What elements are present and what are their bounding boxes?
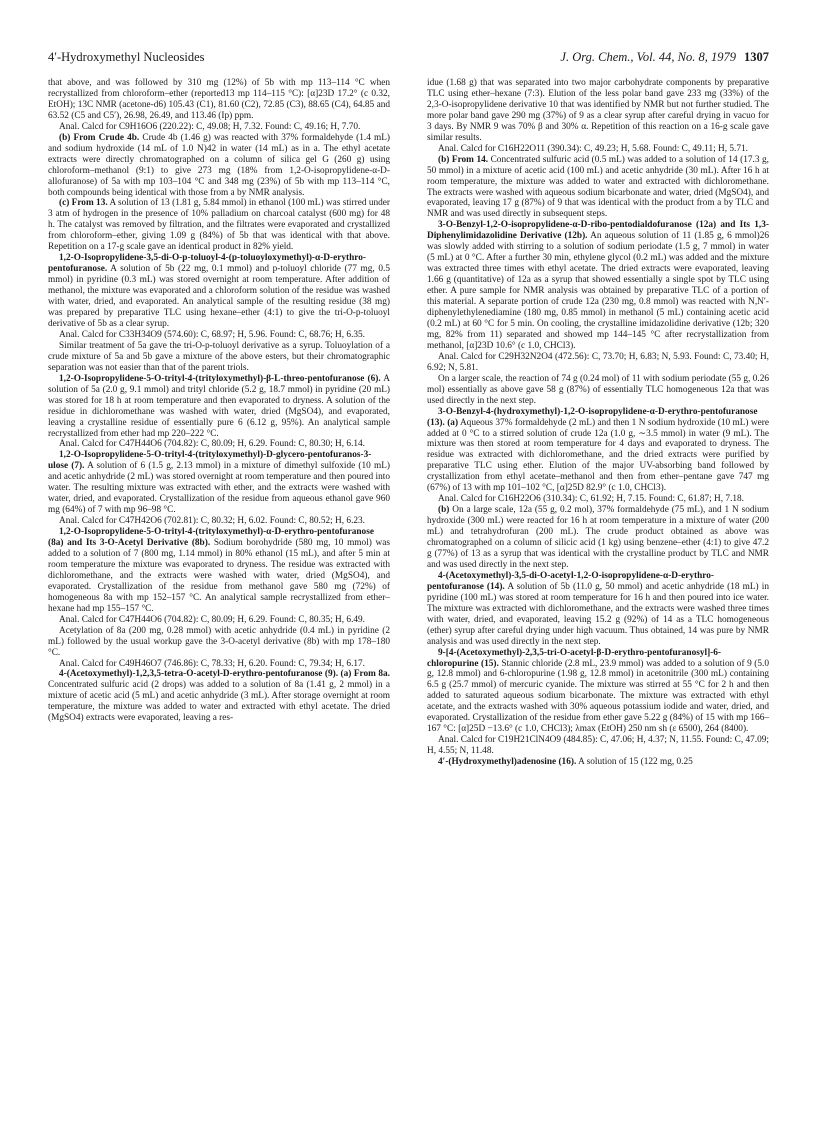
paragraph xyxy=(427,155,769,221)
paragraph-heading: (b) xyxy=(438,505,450,516)
paragraph xyxy=(48,122,390,133)
paragraph-text: Sodium borohydride (580 mg, 10 mmol) was added to a solution of 7 (800 mg, 1.14 mmol) in 80% ethanol (15 mL), and after 5 min at room temperature the mixture was evaporated to dryness. The residue was extracted with dichloromethane, and the extracts were washed with water, dried (MgSO4), and evaporated. Crystallization of the residue from methanol gave 580 mg (72%) of homogeneous 8a with mp 152–157 °C. An analytical sample recrystallized from ether–hexane had mp 155–157 °C. xyxy=(48,538,390,614)
page-number: 1307 xyxy=(744,50,769,64)
paragraph xyxy=(48,133,390,199)
paragraph xyxy=(427,144,769,155)
journal-name: J. Org. Chem., Vol. 44, No. 8, 1979 xyxy=(560,50,736,64)
paragraph-heading: 1,2-O-Isopropylidene-5-O-trityl-4-(trityloxymethyl)-β-L-threo-pentofuranose (6). xyxy=(59,373,381,384)
paragraph xyxy=(48,669,390,724)
paragraph-text: A solution of 5b (22 mg, 0.1 mmol) and p-toluoyl chloride (77 mg, 0.5 mmol) in pyridine (0.3 mL) was stored overnight at room temperature. After addition of methanol, the mixture was evaporated and a chloroform solution of the residue was washed with water, dried, and evaporated. An analytical sample of the resulting residue (38 mg) was prepared by preparative TLC using hexane–ether (4:1) to give the tri-O-p-toluoyl derivative of 5b as a clear syrup. xyxy=(48,264,390,329)
paragraph-text: Anal. Calcd for C33H34O9 (574.60): C, 68.97; H, 5.96. Found: C, 68.76; H, 6.35. xyxy=(59,329,366,340)
paragraph xyxy=(427,735,769,757)
paragraph-text: Anal. Calcd for C16H22O11 (390.34): C, 49.23; H, 5.68. Found: C, 49.11; H, 5.71. xyxy=(438,143,748,154)
paragraph xyxy=(427,374,769,407)
paragraph xyxy=(427,352,769,374)
paragraph-heading: (b) From Crude 4b. xyxy=(59,132,140,143)
paragraph xyxy=(48,659,390,670)
page-header xyxy=(48,50,769,68)
paragraph-text: Aqueous 37% formaldehyde (2 mL) and then 1 N sodium hydroxide (10 mL) were added at 0 °C to a stirred solution of crude 12a (1.0 g, ∼3.5 mmol) in water (9 mL). The mixture was then stored at room temperature for 4 days and evaporated to dryness. The residue was extracted with dichloromethane, and the dried extracts were purified by preparative TLC using ether. Elution of the major UV-absorbing band followed by crystallization from ethyl acetate–methanol and then from ether–pentane gave 747 mg (67%) of 13 with mp 101–102 °C, [α]25D 82.9° (c 1.0, CHCl3). xyxy=(427,417,769,494)
paragraph-text: that above, and was followed by 310 mg (12%) of 5b with mp 113–114 °C when recrystallized from chloroform–ether (reported13 mp 114–115 °C): [α]23D 17.2° (c 0.32, EtOH); 13C NMR (acetone-d6) 105.43 (C1), 81.60 (C2), 72.85 (C3), 88.65 (C4), 64.85 and 63.52 (C5 and C5′), 26.98, 26.49, and 113.46 (Ip) ppm. xyxy=(48,78,390,121)
paragraph xyxy=(48,516,390,527)
paragraph xyxy=(427,757,769,768)
paragraph-text: A solution of 6 (1.5 g, 2.13 mmol) in a mixture of dimethyl sulfoxide (10 mL) and acetic anhydride (2 mL) was stored overnight at room temperature and then poured into water. The resulting mixture was extracted with ether, and the extracts were washed with water, dried, and evaporated. Crystallization of the residue from aqueous ethanol gave 960 mg (64%) of 7 with mp 96–98 °C. xyxy=(48,461,390,516)
paragraph xyxy=(427,220,769,351)
paragraph-text: Anal. Calcd for C9H16O6 (220.22): C, 49.08; H, 7.32. Found: C, 49.16; H, 7.70. xyxy=(59,121,361,132)
paragraph xyxy=(48,78,390,122)
paragraph-text: Acetylation of 8a (200 mg, 0.28 mmol) with acetic anhydride (0.4 mL) in pyridine (2 mL) followed by the usual workup gave the 3-O-acetyl derivative (8b) with mp 178–180 °C. xyxy=(48,625,390,658)
paragraph xyxy=(48,330,390,341)
paragraph-text: Anal. Calcd for C47H44O6 (704.82): C, 80.09; H, 6.29. Found: C, 80.35; H, 6.49. xyxy=(59,614,366,625)
paragraph-text: On a larger scale, the reaction of 74 g (0.24 mol) of 11 with sodium periodate (55 g, 0.26 mol) essentially as above gave 58 g (87%) of essentially TLC homogeneous 12a that was used directly in the next step. xyxy=(427,373,769,406)
paragraph-heading: 9-[4-(Acetoxymethyl)-2,3,5-tri-O-acetyl-β-D-erythro-pentofuranosyl]-6-chloropurine (15). xyxy=(427,647,722,669)
paragraph-text: On a large scale, 12a (55 g, 0.2 mol), 37% formaldehyde (75 mL), and 1 N sodium hydroxide (300 mL) were reacted for 16 h at room temperature in a mixture of water (200 mL) and tetrahydrofuran (200 mL). The crude product obtained as above was chromatographed on a column of silicic acid (1 kg) using benzene–ether (4:1) to give 47.2 g (77%) of 13 as a syrup that was identical with the crystalline product by TLC and NMR and was used directly in the next step. xyxy=(427,505,769,570)
paragraph xyxy=(48,615,390,626)
paragraph xyxy=(48,341,390,374)
paragraph-heading: 1,2-O-Isopropylidene-5-O-trityl-4-(trityloxymethyl)-α-D-erythro-pentofuranose (8a) and Its 3-O-Acetyl Derivative (8b). xyxy=(48,527,374,549)
running-title: 4′-Hydroxymethyl Nucleosides xyxy=(48,50,205,64)
paragraph xyxy=(427,78,769,144)
paragraph-text: An aqueous solution of 11 (1.85 g, 6 mmol)26 was slowly added with stirring to a solution of sodium periodate (1.5 g, 7 mmol) in water (5 mL) at 0 °C. After a further 30 min, ethylene glycol (0.2 mL) was added and the mixture was extracted three times with ethyl acetate. The dried extracts were evaporated, leaving 1.66 g (quantitative) of 12a as a syrup that showed essentially a single spot by TLC using ether. A pure sample for NMR analysis was obtained by preparative TLC of a portion of this material. A separate portion of crude 12a (230 mg, 0.8 mmol) was reacted with N,N′-diphenylethylenediamine (180 mg, 0.85 mmol) in methanol (5 mL) containing acetic acid (0.2 mL) at 60 °C for 5 min. On cooling, the crystalline imidazolidine derivative (12b; 320 mg, 82% from 11) separated and showed mp 144–145 °C after recrystallization from methanol, [α]23D 10.6° (c 1.0, CHCl3). xyxy=(427,231,769,351)
paragraph-heading: 3-O-Benzyl-4-(hydroxymethyl)-1,2-O-isopropylidene-α-D-erythro-pentofuranose (13). (a) xyxy=(427,406,758,428)
paragraph-text: Anal. Calcd for C29H32N2O4 (472.56): C, 73.70; H, 6.83; N, 5.93. Found: C, 73.40; H, 6.92; N, 5.81. xyxy=(427,351,769,373)
paragraph-text: Anal. Calcd for C16H22O6 (310.34): C, 61.92; H, 7.15. Found: C, 61.87; H, 7.18. xyxy=(438,494,745,505)
paragraph-text: A solution of 5b (11.0 g, 50 mmol) and acetic anhydride (18 mL) in pyridine (100 mL) was stored at room temperature for 16 h and then poured into ice water. The mixture was extracted with dichloromethane, and the extracts were washed three times with water, dried, and evaporated, leaving 15.2 g (92%) of 14 as a TLC homogeneous (ether) syrup after careful drying under high vacuum. Thus obtained, 14 was pure by NMR analysis and was used directly in the next step. xyxy=(427,581,769,647)
paragraph-text: Stannic chloride (2.8 mL, 23.9 mmol) was added to a solution of 9 (5.0 g, 12.8 mmol) and 6-chloropurine (1.98 g, 12.8 mmol) in acetonitrile (300 mL) containing 6.5 g (25.7 mmol) of mercuric cyanide. The mixture was stirred at 55 °C for 2 h and then added to saturated aqueous sodium bicarbonate. The mixture was extracted with ethyl acetate, and the extracts washed with 30% aqueous potassium iodide and water, dried, and evaporated. Crystallization of the residue from ether gave 5.22 g (84%) of 15 with mp 166–167 °C: [α]25D −13.6° (c 1.0, CHCl3); λmax (EtOH) 250 nm sh (ε 6500), 264 (8400). xyxy=(427,658,769,735)
paragraph xyxy=(48,439,390,450)
paragraph xyxy=(48,626,390,659)
paragraph-heading: 4-(Acetoxymethyl)-3,5-di-O-acetyl-1,2-O-isopropylidene-α-D-erythro-pentofuranose (14). xyxy=(427,570,714,592)
paragraph-text: Anal. Calcd for C47H44O6 (704.82): C, 80.09; H, 6.29. Found: C, 80.30; H, 6.14. xyxy=(59,439,366,450)
paragraph xyxy=(48,253,390,330)
paragraph-heading: (c) From 13. xyxy=(59,198,108,209)
paragraph xyxy=(48,527,390,615)
paragraph xyxy=(48,198,390,253)
paragraph-text: Concentrated sulfuric acid (0.5 mL) was added to a solution of 14 (17.3 g, 50 mmol) in a mixture of acetic acid (100 mL) and acetic anhydride (30 mL). After 16 h at room temperature, the mixture was added to water and extracted with dichloromethane. The extracts were washed with aqueous sodium bicarbonate and water, dried (MgSO4), and evaporated, leaving 17 g (87%) of 9 that was identical with the product from a by TLC and NMR and was used directly in subsequent steps. xyxy=(427,154,769,220)
paragraph-heading: 4′-(Hydroxymethyl)adenosine (16). xyxy=(438,757,577,768)
paragraph xyxy=(48,450,390,516)
paragraph-heading: (b) From 14. xyxy=(438,154,489,165)
paragraph xyxy=(427,505,769,571)
paragraph-heading: 1,2-O-Isopropylidene-5-O-trityl-4-(trityloxymethyl)-D-glycero-pentofuranos-3-ulose (7). xyxy=(48,450,372,472)
paragraph-text: Similar treatment of 5a gave the tri-O-p-toluoyl derivative as a syrup. Toluoylation of a crude mixture of 5a and 5b gave a mixture of the above esters, but their chromatographic separation was not easier than that of the parent triols. xyxy=(48,340,390,373)
paragraph xyxy=(48,374,390,440)
paragraph xyxy=(427,648,769,736)
right-column xyxy=(427,78,769,1103)
paragraph-text: Crude 4b (1.46 g) was reacted with 37% formaldehyde (1.4 mL) and sodium hydroxide (14 mL of 1.0 N)42 in water (14 mL) as in a. The ethyl acetate extracts were directly chromatographed on a column of silica gel G (260 g) using chloroform–methanol (9:1) to give 273 mg (18% from 1,2-O-isopropylidene-α-D-allofuranose) of 5a with mp 103–104 °C and 348 mg (23%) of 5b with mp 113–114 °C, both compounds being identical with those from a by NMR analysis. xyxy=(48,132,390,198)
paragraph-text: idue (1.68 g) that was separated into two major carbohydrate components by preparative TLC using ether–hexane (7:3). Elution of the less polar band gave 233 mg (33%) of the 2,3-O-isopropylidene derivative 10 that was identified by NMR but not further studied. The more polar band gave 290 mg (37%) of 9 as a clear syrup after careful drying in vacuo for 3 days. By NMR 9 was 70% β and 30% α. Repetition of this reaction on a 16-g scale gave similar results. xyxy=(427,78,769,143)
paragraph-text: Anal. Calcd for C47H42O6 (702.81): C, 80.32; H, 6.02. Found: C, 80.52; H, 6.23. xyxy=(59,516,366,527)
paragraph-heading: 4-(Acetoxymethyl)-1,2,3,5-tetra-O-acetyl-D-erythro-pentofuranose (9). (a) From 8a. xyxy=(59,669,390,680)
paragraph-text: A solution of 15 (122 mg, 0.25 xyxy=(576,757,693,768)
paragraph-text: A solution of 13 (1.81 g, 5.84 mmol) in ethanol (100 mL) was stirred under 3 atm of hydrogen in the presence of 10% palladium on charcoal catalyst (600 mg) for 48 h. The catalyst was removed by filtration, and the filtrates were evaporated and crystallized from chloroform–ether, giving 1.09 g (84%) of 5b that was identical with that above. Repetition on a 17-g scale gave an identical product in 82% yield. xyxy=(48,198,390,253)
paragraph-heading: 1,2-O-Isopropylidene-3,5-di-O-p-toluoyl-4-(p-toluoyloxymethyl)-α-D-erythro-pentofuranose. xyxy=(48,253,366,275)
paragraph-text: Concentrated sulfuric acid (2 drops) was added to a solution of 8a (1.41 g, 2 mmol) in a mixture of acetic acid (5 mL) and acetic anhydride (3 mL). After storage overnight at room temperature, the mixture was added to water and extracted with ethyl acetate. The dried (MgSO4) extracts were evaporated, leaving a res- xyxy=(48,680,390,724)
paragraph-heading: 3-O-Benzyl-1,2-O-isopropylidene-α-D-ribo-pentodialdofuranose (12a) and Its 1,3-Diphenylimidazolidine Derivative (12b). xyxy=(427,220,769,242)
paragraph-text: Anal. Calcd for C49H46O7 (746.86): C, 78.33; H, 6.20. Found: C, 79.34; H, 6.17. xyxy=(59,658,366,669)
paragraph-text: Anal. Calcd for C19H21ClN4O9 (484.85): C, 47.06; H, 4.37; N, 11.55. Found: C, 47.09; H, 4.55; N, 11.48. xyxy=(427,735,769,757)
paragraph-text: A solution of 5a (2.0 g, 9.1 mmol) and trityl chloride (5.2 g, 18.7 mmol) in pyridine (20 mL) was stored for 18 h at room temperature and then evaporated to dryness. A solution of the residue in dichloromethane was washed with water, dried (MgSO4), and evaporated, leaving a crystalline residue of essentially pure 6 (6.12 g, 95%). An analytical sample recrystallized from ether had mp 220–222 °C. xyxy=(48,373,390,439)
paragraph xyxy=(427,571,769,648)
journal-citation xyxy=(560,50,769,65)
paragraph xyxy=(427,407,769,495)
paragraph xyxy=(427,494,769,505)
left-column xyxy=(48,78,390,1103)
